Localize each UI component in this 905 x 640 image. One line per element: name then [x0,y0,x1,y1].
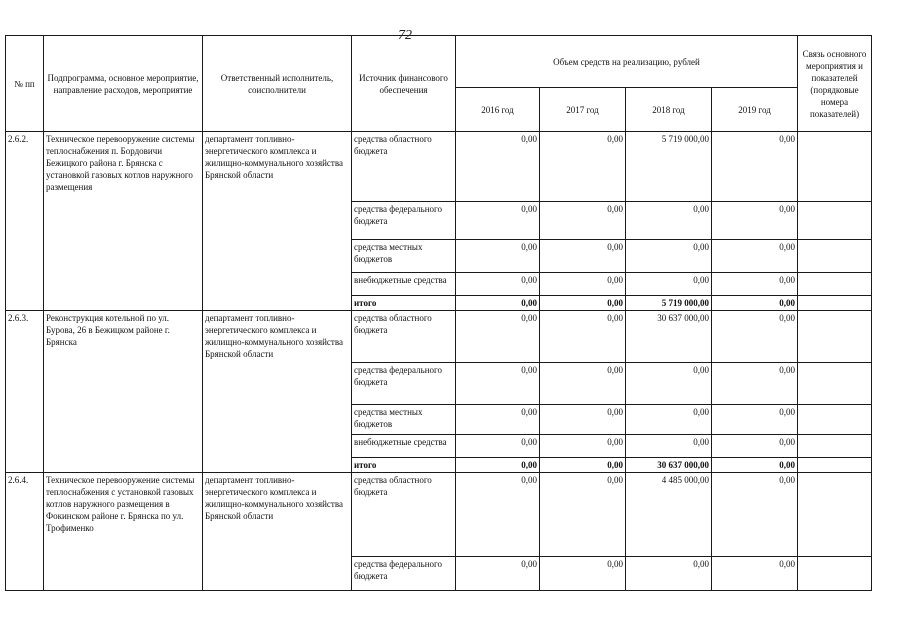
amount-cell: 0,00 [540,132,626,202]
amount-cell: 0,00 [712,435,798,458]
indicator-link-cell [798,458,872,473]
amount-cell: 0,00 [626,435,712,458]
amount-cell: 0,00 [540,363,626,405]
amount-cell: 0,00 [456,405,540,435]
amount-cell: 0,00 [712,363,798,405]
financing-table [5,35,872,591]
amount-cell: 0,00 [456,311,540,363]
amount-cell: 0,00 [540,473,626,557]
header-year: 2017 год [540,88,626,132]
amount-cell: 0,00 [626,363,712,405]
indicator-link-cell [798,435,872,458]
item-number: 2.6.2. [6,132,44,311]
amount-cell: 0,00 [712,458,798,473]
amount-cell: 0,00 [540,311,626,363]
indicator-link-cell [798,557,872,591]
header-link: Связь основного мероприятия и показателей (порядковые номера показателей) [798,36,872,132]
amount-cell: 0,00 [712,311,798,363]
amount-cell: 0,00 [626,405,712,435]
amount-cell: 0,00 [540,273,626,296]
amount-cell: 0,00 [712,240,798,273]
indicator-link-cell [798,202,872,240]
amount-cell: 0,00 [712,557,798,591]
amount-cell: 0,00 [626,202,712,240]
amount-cell: 0,00 [456,296,540,311]
amount-cell: 0,00 [456,473,540,557]
funding-source: средства областного бюджета [352,473,456,557]
header-year: 2018 год [626,88,712,132]
amount-cell: 0,00 [456,435,540,458]
funding-source: средства федерального бюджета [352,202,456,240]
header-executor: Ответственный исполнитель, соисполнители [203,36,352,132]
funding-source: средства местных бюджетов [352,240,456,273]
amount-cell: 0,00 [540,458,626,473]
funding-source: внебюджетные средства [352,435,456,458]
item-name: Техническое перевооружение системы теплоснабжения с установкой газовых котлов наружного размещения в Фокинском районе г. Брянска по ул. Трофименко [44,473,203,591]
amount-cell: 0,00 [540,435,626,458]
funding-source: средства областного бюджета [352,311,456,363]
item-executor: департамент топливно-энергетического комплекса и жилищно-коммунального хозяйства Брянской области [203,132,352,311]
table-row [6,311,872,363]
item-number: 2.6.3. [6,311,44,473]
amount-cell: 0,00 [456,557,540,591]
amount-cell: 0,00 [456,202,540,240]
indicator-link-cell [798,273,872,296]
amount-cell: 0,00 [540,296,626,311]
amount-cell: 0,00 [712,296,798,311]
indicator-link-cell [798,473,872,557]
header-source: Источник финансового обеспечения [352,36,456,132]
amount-cell: 0,00 [712,132,798,202]
amount-cell: 0,00 [712,202,798,240]
amount-cell: 0,00 [540,202,626,240]
funding-source: средства областного бюджета [352,132,456,202]
indicator-link-cell [798,311,872,363]
item-name: Техническое перевооружение системы теплоснабжения п. Бордовичи Бежицкого района г. Брянска с установкой газовых котлов наружного размещения [44,132,203,311]
amount-cell: 0,00 [626,273,712,296]
amount-cell: 0,00 [626,240,712,273]
amount-cell: 30 637 000,00 [626,311,712,363]
page-number: 72 [398,28,412,43]
table-row [6,473,872,557]
amount-cell: 0,00 [456,363,540,405]
header-num: № пп [6,36,44,132]
amount-cell: 0,00 [626,557,712,591]
item-executor: департамент топливно-энергетического комплекса и жилищно-коммунального хозяйства Брянской области [203,473,352,591]
amount-cell: 0,00 [540,557,626,591]
amount-cell: 0,00 [540,240,626,273]
amount-cell: 30 637 000,00 [626,458,712,473]
amount-cell: 0,00 [456,132,540,202]
header-program: Подпрограмма, основное мероприятие, направление расходов, мероприятие [44,36,203,132]
amount-cell: 4 485 000,00 [626,473,712,557]
amount-cell: 0,00 [712,405,798,435]
funding-source: средства местных бюджетов [352,405,456,435]
header-volume: Объем средств на реализацию, рублей [456,36,798,88]
item-name: Реконструкция котельной по ул. Бурова, 26 в Бежицком районе г. Брянска [44,311,203,473]
item-number: 2.6.4. [6,473,44,591]
item-executor: департамент топливно-энергетического комплекса и жилищно-коммунального хозяйства Брянской области [203,311,352,473]
indicator-link-cell [798,296,872,311]
amount-cell: 0,00 [712,273,798,296]
amount-cell: 5 719 000,00 [626,296,712,311]
indicator-link-cell [798,363,872,405]
amount-cell: 5 719 000,00 [626,132,712,202]
funding-source: внебюджетные средства [352,273,456,296]
amount-cell: 0,00 [456,458,540,473]
header-year: 2016 год [456,88,540,132]
header-year: 2019 год [712,88,798,132]
funding-source: итого [352,296,456,311]
amount-cell: 0,00 [456,240,540,273]
indicator-link-cell [798,405,872,435]
funding-source: итого [352,458,456,473]
indicator-link-cell [798,240,872,273]
amount-cell: 0,00 [712,473,798,557]
funding-source: средства федерального бюджета [352,363,456,405]
table-row [6,132,872,202]
funding-source: средства федерального бюджета [352,557,456,591]
amount-cell: 0,00 [540,405,626,435]
indicator-link-cell [798,132,872,202]
amount-cell: 0,00 [456,273,540,296]
